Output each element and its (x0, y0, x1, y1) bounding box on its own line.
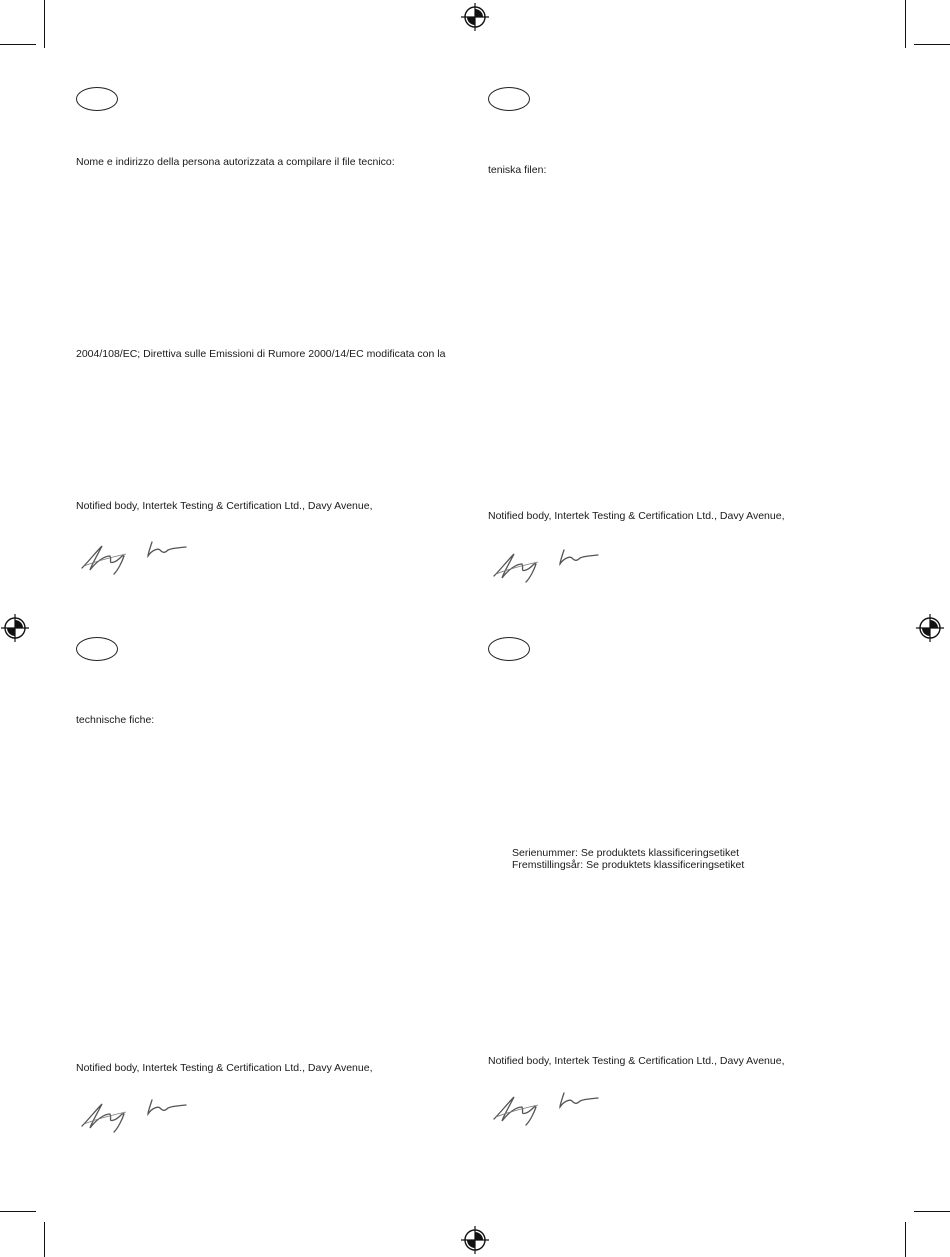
crop-mark-bl-v (44, 1222, 45, 1257)
registration-mark-icon (460, 1225, 490, 1255)
technical-file-label: technische fiche: (76, 714, 155, 726)
crop-mark-br-v (905, 1222, 906, 1257)
signature-icon (74, 1090, 204, 1134)
technical-file-label: teniska filen: (488, 164, 547, 176)
crop-mark-br-h (914, 1211, 950, 1212)
notified-body-text: Notified body, Intertek Testing & Certification Ltd., Davy Avenue, (488, 510, 785, 522)
directive-text: 2004/108/EC; Direttiva sulle Emissioni di Rumore 2000/14/EC modificata con la (76, 348, 446, 360)
signature-icon (74, 532, 204, 576)
language-badge-icon (488, 87, 530, 111)
authorized-person-label: Nome e indirizzo della persona autorizzata a compilare il file tecnico: (76, 156, 395, 168)
language-badge-icon (76, 87, 118, 111)
crop-mark-tr-h (914, 44, 950, 45)
signature-icon (486, 540, 616, 584)
notified-body-text: Notified body, Intertek Testing & Certification Ltd., Davy Avenue, (76, 1062, 373, 1074)
notified-body-text: Notified body, Intertek Testing & Certification Ltd., Davy Avenue, (488, 1055, 785, 1067)
registration-mark-icon (0, 613, 30, 643)
serial-number-text: Serienummer: Se produktets klassificeringsetiket (512, 847, 740, 859)
crop-mark-tl-v (44, 0, 45, 48)
crop-mark-tl-h (0, 44, 36, 45)
signature-icon (486, 1083, 616, 1127)
registration-mark-icon (460, 2, 490, 32)
language-badge-icon (76, 637, 118, 661)
manufacture-year-text: Fremstillingsår: Se produktets klassificeringsetiket (512, 859, 745, 871)
language-badge-icon (488, 637, 530, 661)
crop-mark-bl-h (0, 1211, 36, 1212)
registration-mark-icon (915, 613, 945, 643)
notified-body-text: Notified body, Intertek Testing & Certification Ltd., Davy Avenue, (76, 500, 373, 512)
crop-mark-tr-v (905, 0, 906, 48)
